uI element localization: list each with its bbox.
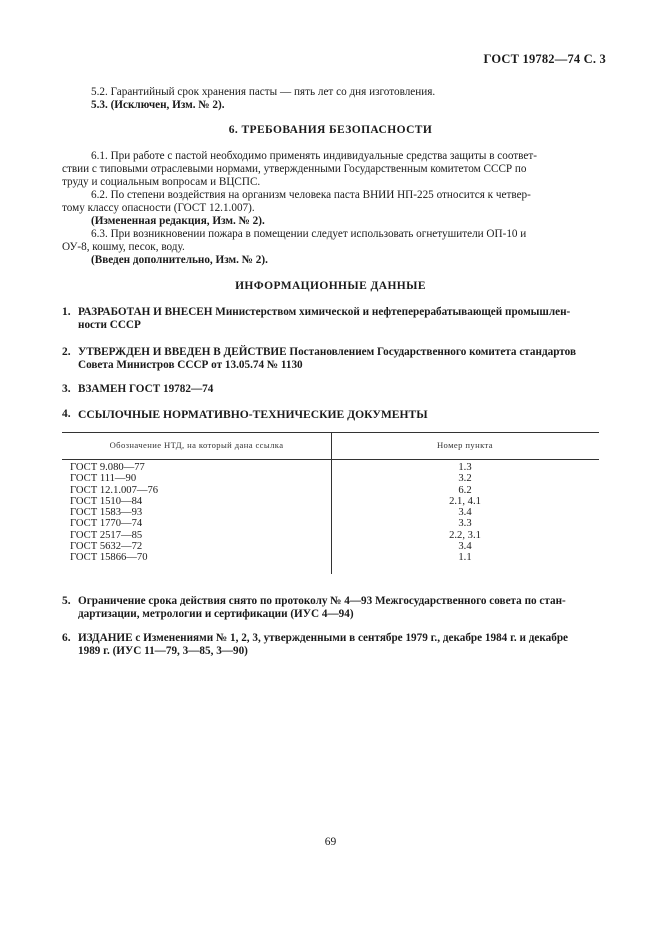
table-cell-doc: ГОСТ 9.080—77	[70, 462, 145, 473]
table-cell-doc: ГОСТ 1583—93	[70, 507, 143, 519]
clause-6-1-line-3: труду и социальным вопросам и ВЦСПС.	[62, 176, 261, 188]
table-cell-doc: ГОСТ 2517—85	[70, 529, 143, 541]
info-item-2-number: 2.	[62, 346, 71, 358]
table-cell-point: 2.1, 4.1	[449, 495, 481, 507]
clause-6-1-line-1: 6.1. При работе с пастой необходимо применять индивидуальные средства защиты в соответ-	[91, 150, 537, 162]
page-number: 69	[324, 836, 337, 848]
info-item-5-line-2: дартизации, метрологии и сертификации (ИУС 4—94)	[78, 608, 354, 620]
info-item-6-line-1: ИЗДАНИЕ с Изменениями № 1, 2, 3, утвержденными в сентябре 1979 г., декабре 1984 г. и декабре	[78, 632, 569, 644]
info-item-5-line-1: Ограничение срока действия снято по протоколу № 4—93 Межгосударственного совета по стан-	[78, 595, 566, 607]
table-column-points	[331, 462, 599, 564]
table-cell-doc: ГОСТ 15866—70	[70, 552, 148, 564]
clause-6-2-line-1: 6.2. По степени воздействия на организм человека паста ВНИИ НП-225 относится к четвер-	[91, 189, 531, 201]
table-header-point: Номер пункта	[436, 440, 494, 450]
clause-6-3-note: (Введен дополнительно, Изм. № 2).	[91, 254, 268, 266]
info-item-1-line-2: ности СССР	[78, 319, 141, 331]
table-column-documents	[70, 462, 158, 564]
table-cell-doc: ГОСТ 5632—72	[70, 541, 143, 553]
clause-5-2: 5.2. Гарантийный срок хранения пасты — пять лет со дня изготовления.	[91, 86, 436, 98]
info-item-5-number: 5.	[62, 595, 71, 607]
table-cell-point: 1.3	[458, 462, 472, 473]
clause-6-3-line-2: ОУ-8, кошму, песок, воду.	[62, 241, 185, 253]
clause-6-3-line-1: 6.3. При возникновении пожара в помещении следует использовать огнетушители ОП-10 и	[91, 228, 527, 240]
table-cell-point: 3.4	[458, 541, 472, 553]
clause-6-2-line-2: тому классу опасности (ГОСТ 12.1.007).	[62, 202, 255, 214]
references-table	[62, 432, 599, 574]
table-cell-point: 1.1	[458, 552, 472, 564]
table-cell-point: 6.2	[458, 484, 472, 496]
table-header-document: Обозначение НТД, на который дана ссылка	[109, 440, 284, 450]
info-item-1-number: 1.	[62, 306, 71, 318]
info-item-2-line-1: УТВЕРЖДЕН И ВВЕДЕН В ДЕЙСТВИЕ Постановлением Государственного комитета стандартов	[78, 346, 576, 358]
info-item-6-line-2: 1989 г. (ИУС 11—79, 3—85, 3—90)	[78, 645, 248, 657]
table-cell-point: 2.2, 3.1	[449, 529, 481, 541]
info-item-3-number: 3.	[62, 383, 71, 395]
info-item-3-line-1: ВЗАМЕН ГОСТ 19782—74	[78, 383, 214, 395]
info-title: ИНФОРМАЦИОННЫЕ ДАННЫЕ	[235, 280, 426, 292]
info-item-4-line-1: ССЫЛОЧНЫЕ НОРМАТИВНО-ТЕХНИЧЕСКИЕ ДОКУМЕНТЫ	[78, 408, 428, 421]
section-6-title: 6. ТРЕБОВАНИЯ БЕЗОПАСНОСТИ	[228, 124, 433, 136]
info-item-6-number: 6.	[62, 632, 71, 644]
table-cell-doc: ГОСТ 1510—84	[70, 495, 143, 507]
clause-5-3: 5.3. (Исключен, Изм. № 2).	[91, 99, 225, 111]
table-cell-point: 3.2	[458, 473, 472, 485]
info-item-1-line-1: РАЗРАБОТАН И ВНЕСЕН Министерством химической и нефтеперерабатывающей промышлен-	[78, 306, 571, 318]
table-cell-point: 3.3	[458, 518, 472, 530]
table-cell-doc: ГОСТ 12.1.007—76	[70, 484, 159, 496]
table-cell-doc: ГОСТ 111—90	[70, 473, 137, 485]
info-item-2-line-2: Совета Министров СССР от 13.05.74 № 1130	[78, 359, 303, 371]
table-cell-point: 3.4	[458, 507, 472, 519]
clause-6-1-line-2: ствии с типовыми отраслевыми нормами, утвержденными Государственным комитетом СССР по	[62, 163, 527, 175]
table-cell-doc: ГОСТ 1770—74	[70, 518, 143, 530]
page-header: ГОСТ 19782—74 С. 3	[483, 52, 606, 66]
info-item-4-number: 4.	[62, 408, 71, 420]
clause-6-2-note: (Измененная редакция, Изм. № 2).	[91, 215, 265, 227]
